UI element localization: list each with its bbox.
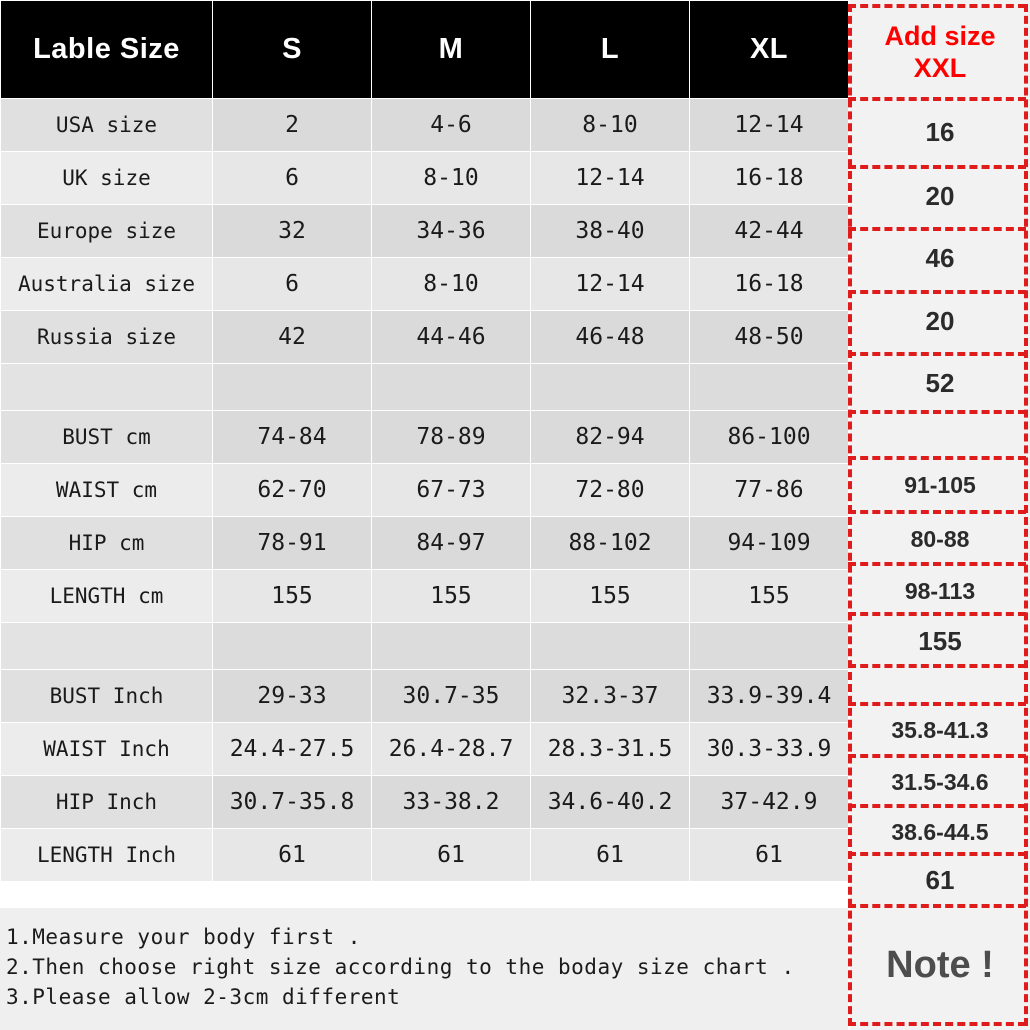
cell-bust-inch-l: 32.3-37 [531,670,690,723]
xxl-dashed-sep-6 [848,410,1026,414]
cell-europe-l: 38-40 [531,205,690,258]
xxl-dashed-sep-13 [848,754,1026,758]
cell-waist-cm-m: 67-73 [372,464,531,517]
xxl-dashed-sep-1 [848,97,1026,101]
xxl-title-line2: XXL [913,53,967,83]
cell-waist-inch-xl: 30.3-33.9 [690,723,849,776]
xxl-dashed-sep-4 [848,290,1026,294]
cell-length-cm-m: 155 [372,570,531,623]
spacer-cell [372,623,531,670]
spacer-cell [213,364,372,411]
cell-russia-xl: 48-50 [690,311,849,364]
cell-length-inch-xl: 61 [690,829,849,882]
cell-bust-cm-l: 82-94 [531,411,690,464]
cell-usa-s: 2 [213,99,372,152]
section-spacer [1,364,849,411]
cell-hip-cm-xl: 94-109 [690,517,849,570]
cell-length-inch-l: 61 [531,829,690,882]
cell-hip-inch-m: 33-38.2 [372,776,531,829]
header-size-m: M [372,1,531,99]
cell-uk-s: 6 [213,152,372,205]
cell-hip-inch-l: 34.6-40.2 [531,776,690,829]
row-label-bust-cm: BUST cm [1,411,213,464]
xxl-dashed-sep-5 [848,352,1026,356]
xxl-value-waist-cm: 80-88 [850,512,1030,566]
xxl-dashed-right-border [1024,4,1028,1026]
xxl-value-length-inch: 61 [850,854,1030,906]
cell-bust-cm-m: 78-89 [372,411,531,464]
cell-hip-inch-xl: 37-42.9 [690,776,849,829]
xxl-value-hip-inch: 38.6-44.5 [850,806,1030,858]
cell-waist-cm-xl: 77-86 [690,464,849,517]
table-header-row [1,1,849,99]
spacer-cell [531,364,690,411]
cell-waist-inch-m: 26.4-28.7 [372,723,531,776]
table-row [1,99,849,152]
header-size-s: S [213,1,372,99]
header-size-l: L [531,1,690,99]
cell-usa-m: 4-6 [372,99,531,152]
xxl-dashed-sep-12 [848,702,1026,706]
xxl-dashed-left-border [848,4,852,1026]
xxl-dashed-top-border [848,4,1026,8]
cell-bust-cm-s: 74-84 [213,411,372,464]
measurement-notes [0,908,848,1030]
xxl-column-title [850,8,1030,96]
cell-uk-xl: 16-18 [690,152,849,205]
spacer-cell [531,623,690,670]
xxl-dashed-sep-7 [848,456,1026,460]
spacer-cell [1,364,213,411]
table-row [1,258,849,311]
xxl-dashed-sep-10 [848,612,1026,616]
row-label-australia: Australia size [1,258,213,311]
cell-europe-xl: 42-44 [690,205,849,258]
table-row [1,464,849,517]
table-row [1,723,849,776]
table-row [1,776,849,829]
row-label-length-inch: LENGTH Inch [1,829,213,882]
cell-russia-s: 42 [213,311,372,364]
row-label-hip-inch: HIP Inch [1,776,213,829]
note-line-2: 2.Then choose right size according to the boday size chart . [6,955,795,979]
row-label-russia: Russia size [1,311,213,364]
row-label-uk: UK size [1,152,213,205]
xxl-dashed-sep-8 [848,510,1026,514]
cell-hip-cm-m: 84-97 [372,517,531,570]
xxl-value-waist-inch: 31.5-34.6 [850,756,1030,808]
table-row [1,311,849,364]
xxl-value-bust-cm: 91-105 [850,458,1030,512]
cell-length-cm-xl: 155 [690,570,849,623]
xxl-dashed-sep-3 [848,227,1026,231]
table-row [1,829,849,882]
spacer-cell [372,364,531,411]
xxl-value-uk: 20 [850,168,1030,224]
xxl-value-australia: 20 [850,293,1030,349]
xxl-dashed-sep-16 [848,904,1026,908]
cell-russia-l: 46-48 [531,311,690,364]
cell-waist-cm-s: 62-70 [213,464,372,517]
cell-australia-m: 8-10 [372,258,531,311]
spacer-cell [1,623,213,670]
xxl-value-bust-inch: 35.8-41.3 [850,704,1030,756]
cell-hip-cm-s: 78-91 [213,517,372,570]
table-row [1,517,849,570]
cell-waist-inch-l: 28.3-31.5 [531,723,690,776]
xxl-value-russia: 52 [850,355,1030,411]
header-size-xl: XL [690,1,849,99]
xxl-value-usa: 16 [850,104,1030,160]
table-row [1,205,849,258]
spacer-cell [213,623,372,670]
cell-australia-l: 12-14 [531,258,690,311]
cell-australia-s: 6 [213,258,372,311]
row-label-europe: Europe size [1,205,213,258]
cell-bust-inch-s: 29-33 [213,670,372,723]
xxl-dashed-sep-15 [848,852,1026,856]
cell-hip-cm-l: 88-102 [531,517,690,570]
cell-length-inch-s: 61 [213,829,372,882]
cell-usa-l: 8-10 [531,99,690,152]
cell-usa-xl: 12-14 [690,99,849,152]
cell-europe-m: 34-36 [372,205,531,258]
note-line-1: 1.Measure your body first . [6,925,361,949]
cell-hip-inch-s: 30.7-35.8 [213,776,372,829]
spacer-cell [690,364,849,411]
cell-bust-inch-m: 30.7-35 [372,670,531,723]
cell-length-inch-m: 61 [372,829,531,882]
xxl-title-line1: Add size [884,21,996,51]
spacer-cell [690,623,849,670]
table-row [1,152,849,205]
cell-uk-l: 12-14 [531,152,690,205]
table-row [1,670,849,723]
row-label-bust-inch: BUST Inch [1,670,213,723]
table-row [1,570,849,623]
header-label-size: Lable Size [1,1,213,99]
cell-russia-m: 44-46 [372,311,531,364]
cell-bust-cm-xl: 86-100 [690,411,849,464]
row-label-waist-cm: WAIST cm [1,464,213,517]
cell-length-cm-s: 155 [213,570,372,623]
xxl-value-europe: 46 [850,230,1030,286]
cell-australia-xl: 16-18 [690,258,849,311]
cell-bust-inch-xl: 33.9-39.4 [690,670,849,723]
row-label-usa: USA size [1,99,213,152]
note-line-3: 3.Please allow 2-3cm different [6,985,401,1009]
xxl-dashed-sep-11 [848,664,1026,668]
xxl-dashed-bottom-border [848,1022,1026,1026]
cell-uk-m: 8-10 [372,152,531,205]
xxl-dashed-sep-9 [848,562,1026,566]
table-row [1,411,849,464]
cell-waist-inch-s: 24.4-27.5 [213,723,372,776]
row-label-waist-inch: WAIST Inch [1,723,213,776]
section-spacer [1,623,849,670]
xxl-dashed-sep-14 [848,804,1026,808]
cell-length-cm-l: 155 [531,570,690,623]
row-label-length-cm: LENGTH cm [1,570,213,623]
xxl-value-length-cm: 155 [850,614,1030,668]
xxl-dashed-sep-2 [848,165,1026,169]
cell-waist-cm-l: 72-80 [531,464,690,517]
xxl-note-label: Note ! [850,930,1030,1000]
xxl-column [850,0,1030,1030]
cell-europe-s: 32 [213,205,372,258]
row-label-hip-cm: HIP cm [1,517,213,570]
xxl-value-hip-cm: 98-113 [850,564,1030,618]
